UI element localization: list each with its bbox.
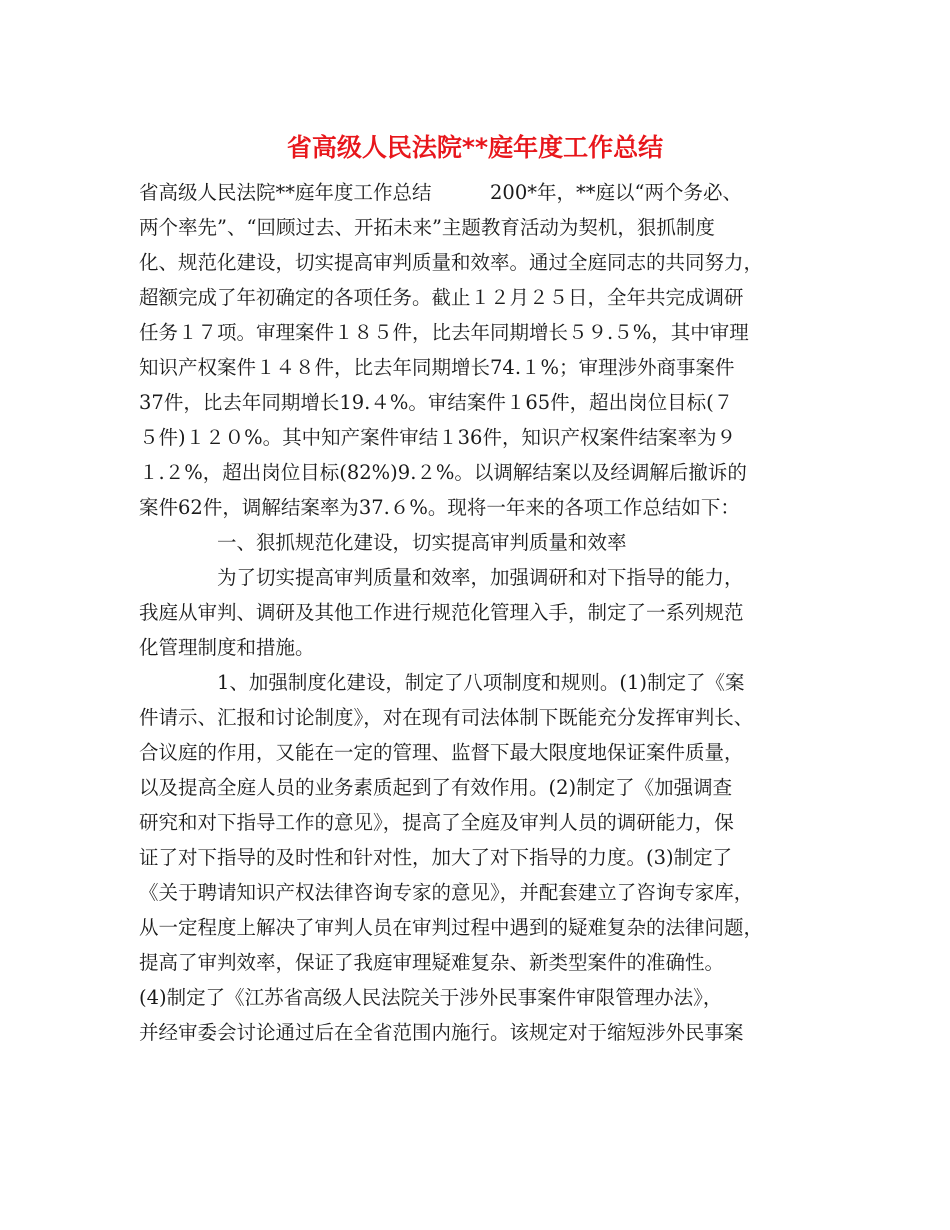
body-line: 以及提高全庭人员的业务素质起到了有效作用。(2)制定了《加强调查 — [139, 776, 733, 799]
body-line: 化、规范化建设，切实提高审判质量和效率。通过全庭同志的共同努力， — [139, 251, 764, 274]
body-line: 提高了审判效率，保证了我庭审理疑难复杂、新类型案件的准确性。 — [139, 951, 725, 974]
body-line: 两个率先”、“回顾过去、开拓未来”主题教育活动为契机，狠抓制度 — [139, 216, 715, 239]
body-line: 《关于聘请知识产权法律咨询专家的意见》，并配套建立了咨询专家库， — [139, 881, 754, 904]
body-line: １.２%，超出岗位目标(82%)9.２%。以调解结案以及经调解后撤诉的 — [139, 461, 747, 484]
body-line: 为了切实提高审判质量和效率，加强调研和对下指导的能力， — [217, 566, 744, 589]
body-line: 件请示、汇报和讨论制度》，对在现有司法体制下既能充分发挥审判长、 — [139, 706, 754, 729]
body-line: 知识产权案件１４８件，比去年同期增长74.１%；审理涉外商事案件 — [139, 356, 735, 379]
body-line: 省高级人民法院**庭年度工作总结 200*年，**庭以“两个务必、 — [139, 181, 742, 204]
body-line: 研究和对下指导工作的意见》，提高了全庭及审判人员的调研能力，保 — [139, 811, 734, 834]
body-line: 合议庭的作用，又能在一定的管理、监督下最大限度地保证案件质量， — [139, 741, 744, 764]
body-line: 我庭从审判、调研及其他工作进行规范化管理入手，制定了一系列规范 — [139, 601, 744, 624]
document-title: 省高级人民法院**庭年度工作总结 — [286, 133, 664, 162]
section-heading: 一、狠抓规范化建设，切实提高审判质量和效率 — [217, 531, 627, 554]
body-line: 案件62件，调解结案率为37.６%。现将一年来的各项工作总结如下： — [139, 496, 740, 519]
body-line: 1、加强制度化建设，制定了八项制度和规则。(1)制定了《案 — [217, 671, 745, 694]
body-line: 从一定程度上解决了审判人员在审判过程中遇到的疑难复杂的法律问题， — [139, 916, 764, 939]
body-line: 超额完成了年初确定的各项任务。截止１２月２５日，全年共完成调研 — [139, 286, 744, 309]
body-line: (4)制定了《江苏省高级人民法院关于涉外民事案件审限管理办法》， — [139, 986, 723, 1009]
body-line: 任务１７项。审理案件１８５件，比去年同期增长５９.５%，其中审理 — [139, 321, 749, 344]
body-line: 化管理制度和措施。 — [139, 636, 315, 659]
body-line: 并经审委会讨论通过后在全省范围内施行。该规定对于缩短涉外民事案 — [139, 1021, 744, 1044]
body-line: 证了对下指导的及时性和针对性，加大了对下指导的力度。(3)制定了 — [139, 846, 733, 869]
document-body — [139, 175, 829, 1050]
body-line: 37件，比去年同期增长19.４%。审结案件１65件，超出岗位目标(７ — [139, 391, 734, 414]
body-line: ５件)１２０%。其中知产案件审结１36件，知识产权案件结案率为９ — [139, 426, 736, 449]
